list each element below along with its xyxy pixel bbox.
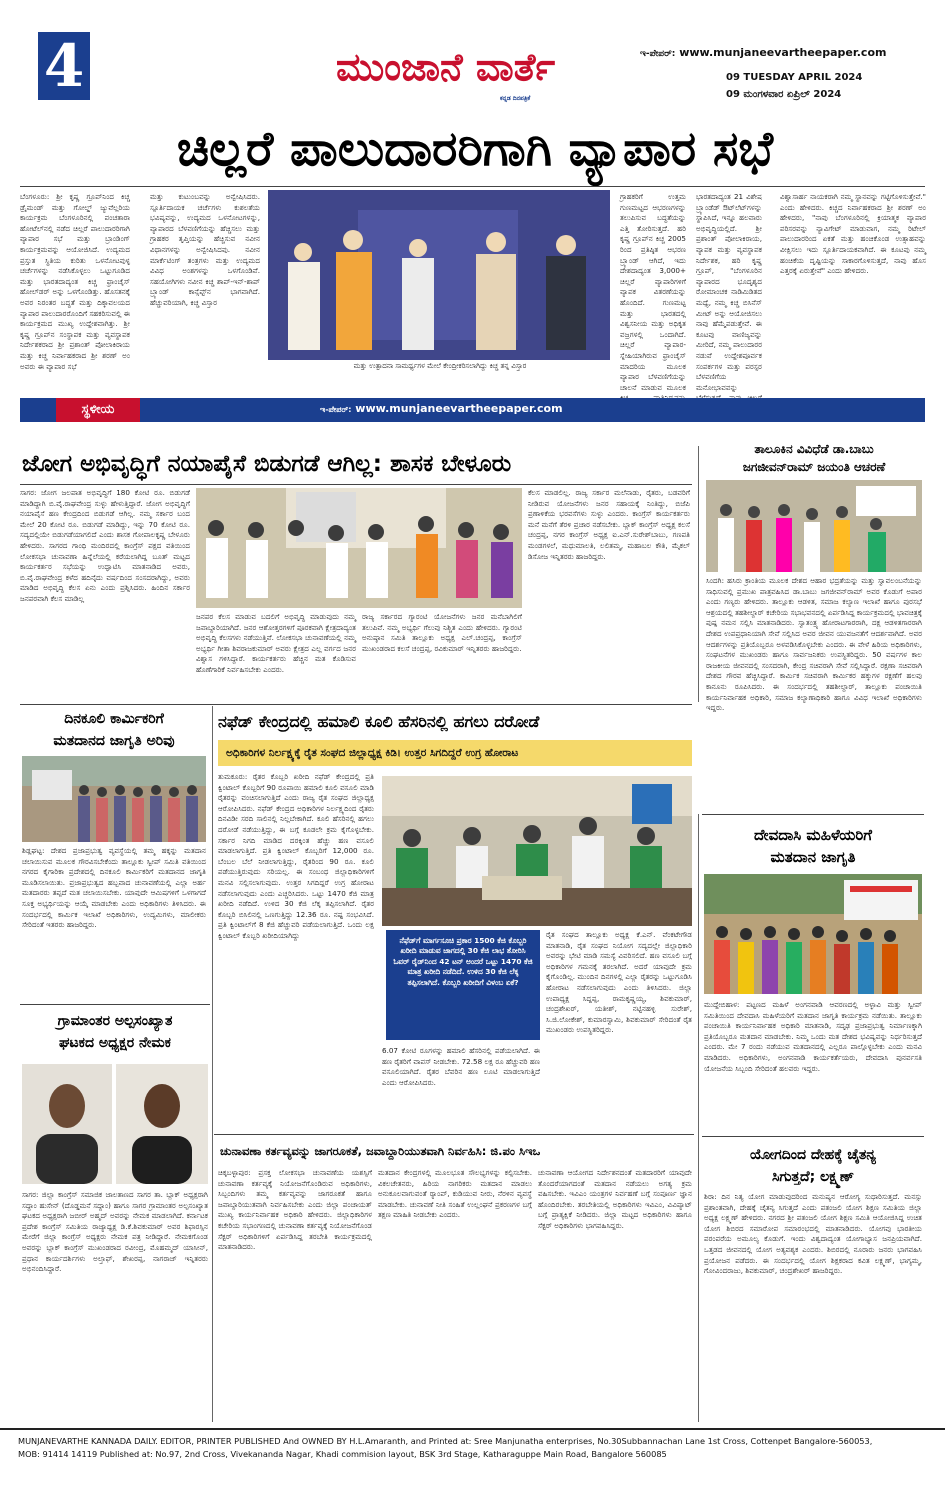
story4-body: ಶಿಡ್ಲಘಟ್ಟ: ದೇಶದ ಪ್ರಜಾಪ್ರಭುತ್ವ ವ್ಯವಸ್ಥೆಯಲ್ಲಿ ತಮ್ಮ ಹಕ್ಕನ್ನು ಮತದಾನ ಚಲಾಯಿಸುವ ಮೂಲಕ ಗೌರವಿಸಬೇಕೆಂದು ತಾಲ್ಲೂಕು ಸ್ವೀಪ್ ಸಮಿತಿ ವತಿಯಿಂದ ನಗರದ ಕೈಗಾರಿಕಾ ಪ್ರದೇಶದಲ್ಲಿ ದಿನಕೂಲಿ ಕಾರ್ಮಿಕರಿಗೆ ಮತದಾನದ ಜಾಗೃತಿ ಮೂಡಿಸಲಾಯಿತು. ಪ್ರಜಾಪ್ರಭುತ್ವದ ಹಬ್ಬವಾದ ಚುನಾವಣೆಯಲ್ಲಿ ಎಲ್ಲಾ ಅರ್ಹ ಮತದಾರರು ತಪ್ಪದೆ ಮತ ಚಲಾಯಿಸಬೇಕು. ಯಾವುದೇ ಆಮಿಷಗಳಿಗೆ ಒಳಗಾಗದೆ ಸೂಕ್ತ ಅಭ್ಯರ್ಥಿಯನ್ನು ಆಯ್ಕೆ ಮಾಡಬೇಕು ಎಂದು ಅಧಿಕಾರಿಗಳು ತಿಳಿಸಿದರು. ಈ ಸಂದರ್ಭದಲ್ಲಿ ಕಾರ್ಮಿಕ ಇಲಾಖೆ ಅಧಿಕಾರಿಗಳು, ಉದ್ಯಮಿಗಳು, ಮಾಲೀಕರು ಸೇರಿದಂತೆ ಇತರರು ಹಾಜರಿದ್ದರು.: [22, 846, 209, 930]
story6-col-2: ರೈತ ಸಂಘದ ತಾಲ್ಲೂಕು ಅಧ್ಯಕ್ಷ ಕೆ.ಎನ್. ವೆಂಕಟೇಗೌಡ ಮಾತನಾಡಿ, ರೈತ ಸಂಘದ ನಿಯೋಗ ಸದ್ಯದಲ್ಲೇ ಜಿಲ್ಲಾಧಿಕಾರಿ ಅವರನ್ನು ಭೇಟಿ ಮಾಡಿ ಸಮಸ್ಯೆ ವಿವರಿಸಲಿದೆ. ಹಣ ವಸೂಲಿ ಬಗ್ಗೆ ಅಧಿಕಾರಿಗಳ ಗಮನಕ್ಕೆ ತರಲಾಗಿದೆ. ಅದರೆ ಯಾವುದೇ ಕ್ರಮ ಕೈಗೊಂಡಿಲ್ಲ. ಮುಂದಿನ ದಿನಗಳಲ್ಲಿ ಎಲ್ಲಾ ರೈತರನ್ನು ಒಟ್ಟುಗೂಡಿಸಿ ಹೋರಾಟ ನಡೆಸಲಾಗುವುದು ಎಂದು ತಿಳಿಸಿದರು. ಜಿಲ್ಲಾ ಉಪಾಧ್ಯಕ್ಷ ಸಿದ್ದಪ್ಪ, ರಾಮಕೃಷ್ಣಯ್ಯ, ಶಿವಕುಮಾರ್, ಚಂದ್ರಶೇಖರ್, ಯತೀಶ್, ನಟ್ಟಿನಹಳ್ಳಿ ಸುರೇಶ್, ಸಿ.ಜಿ.ಲೋಕೇಶ್, ಕುಮಾರಸ್ವಾಮಿ, ಶಿವಕುಮಾರ್ ಸೇರಿದಂತೆ ರೈತ ಮುಖಂಡರು ಉಪಸ್ಥಿತರಿದ್ದರು.: [546, 930, 695, 1035]
story4-photo: [22, 756, 206, 842]
story3-headline-2: ಜಗಜೀವನ್‌ರಾಮ್ ಜಯಂತಿ ಆಚರಣೆ: [742, 460, 886, 474]
lead-col-2: ಮತ್ತು ಕುಟುಂಬವನ್ನು ಅನ್ವೇಷಿಸಿದರು. ಸ್ಪೂರ್ತಿದಾಯಕ ಚರ್ಚೆಗಳು ಕುಶಲತೆಯ ಭವಿಷ್ಯವನ್ನು, ಉದ್ಯಮದ ಒಳನೋಟಗಳನ್ನು, ವ್ಯಾಪಾರದ ಬೆಳವಣಿಗೆಯನ್ನು ಹೆಚ್ಚಿಸಲು ಮತ್ತು ಗ್ರಾಹಕರ ತೃಪ್ತಿಯನ್ನು ಹೆಚ್ಚಿಸುವ ನವೀನ ವಿಧಾನಗಳನ್ನು ಅನ್ವೇಷಿಸಿದವು. ನವೀನ ಮಾರ್ಕೆಟಿಂಗ್ ತಂತ್ರಗಳು ಮತ್ತು ಉದ್ಯಮದ ವಿವಿಧ ಅಂಶಗಳನ್ನು ಒಳಗೊಂಡಿವೆ. ಸಹಯೋಗಿಗಳು ನವೀನ ಕಿಚ್ಚ ಶಾಪ್-ಇನ್-ಶಾಪ್ ಬ್ರ್ಯಾಂಡ್ ಕಾನ್ಸೆಪ್ಟ್‌ನ ಭಾಗವಾಗಿದೆ. ಹೆಚ್ಚುವರಿಯಾಗಿ, ಕಿಚ್ಚ ವಿಸ್ತಾರ: [150, 192, 263, 307]
story2-col-4: ಕೆಲಸ ಮಾಡಲಿಲ್ಲ. ರಾಜ್ಯ ಸರ್ಕಾರ ಮಲೆನಾಡು, ರೈತರು, ಬಡವರಿಗೆ ನೀಡಿರುವ ಯೋಜನೆಗಳು ಜನರ ಸಹಾಯಕ್ಕೆ ನಿಂತಿದ್ದು, ಬಿಜೆಪಿ ಪ್ರಣಾಳಿಕೆಯ ಭರವಸೆಗಳು ಸುಳ್ಳು ಎಂದರು. ಕಾಂಗ್ರೆಸ್ ಕಾರ್ಯಕರ್ತರು ಮನೆ ಮನೆಗೆ ತೆರಳಿ ಪ್ರಚಾರ ನಡೆಸಬೇಕು. ಬ್ಲಾಕ್ ಕಾಂಗ್ರೆಸ್ ಅಧ್ಯಕ್ಷ ಕಲಸೆ ಚಂದ್ರಪ್ಪ, ನಗರ ಕಾಂಗ್ರೆಸ್ ಅಧ್ಯಕ್ಷ ಐ.ಎನ್.ಸುರೇಶ್‌ಬಾಬು, ಗಣಪತಿ ಮಂಡಗಳಲೆ, ಮಧುಮಾಲತಿ, ಲಲಿತಮ್ಮ, ಮಹಾಬಲ ಕೌತಿ, ಮೈಕಲ್ ಡಿಸೋಜ ಇನ್ನಿತರರು ಹಾಜರಿದ್ದರು.: [528, 488, 693, 561]
story5-portrait-2: [116, 1064, 208, 1184]
story7-headline-2: ಮತದಾನ ಜಾಗೃತಿ: [770, 848, 856, 866]
masthead-tagline: ಕನ್ನಡ ದಿನಪತ್ರಿಕೆ: [500, 95, 531, 102]
story9-col-1: ಚಿಕ್ಕಬಳ್ಳಾಪುರ: ಪ್ರಸಕ್ತ ಲೋಕಸಭಾ ಚುನಾವಣೆಯ ಯಶಸ್ಸಿಗೆ ಚುನಾವಣಾ ಕರ್ತವ್ಯಕ್ಕೆ ನಿಯೋಜನೆಗೊಂಡಿರುವ ಅಧಿಕಾರಿಗಳು, ಸಿಬ್ಬಂದಿಗಳು ತಮ್ಮ ಕರ್ತವ್ಯವನ್ನು ಜಾಗರೂಕತೆ ಹಾಗೂ ಜವಾಬ್ದಾರಿಯುತವಾಗಿ ನಿರ್ವಹಿಸಬೇಕು ಎಂದು ಜಿಲ್ಲಾ ಪಂಚಾಯತ್ ಮುಖ್ಯ ಕಾರ್ಯನಿರ್ವಾಹಕ ಅಧಿಕಾರಿ ಹೇಳಿದರು. ಜಿಲ್ಲಾಧಿಕಾರಿಗಳ ಕಚೇರಿಯ ಸಭಾಂಗಣದಲ್ಲಿ ಚುನಾವಣಾ ಕರ್ತವ್ಯಕ್ಕೆ ನಿಯೋಜನೆಗೊಂಡ ಸೆಕ್ಟರ್ ಅಧಿಕಾರಿಗಳಿಗೆ ಏರ್ಪಡಿಸಿದ್ದ ತರಬೇತಿ ಕಾರ್ಯಕ್ರಮದಲ್ಲಿ ಮಾತನಾಡಿದರು.: [218, 1168, 375, 1252]
divider: [20, 186, 925, 187]
story9-col-3: ಚುನಾವಣಾ ಆಯೋಗದ ನಿರ್ದೇಶನದಂತೆ ಮತದಾರರಿಗೆ ಯಾವುದೇ ತೊಂದರೆಯಾಗದಂತೆ ಮತದಾನ ನಡೆಯಲು ಅಗತ್ಯ ಕ್ರಮ ವಹಿಸಬೇಕು. ಇವಿಎಂ ಯಂತ್ರಗಳ ನಿರ್ವಹಣೆ ಬಗ್ಗೆ ಸಂಪೂರ್ಣ ಜ್ಞಾನ ಹೊಂದಿರಬೇಕು. ತರಬೇತಿಯಲ್ಲಿ ಅಧಿಕಾರಿಗಳು ಇವಿಎಂ, ವಿವಿಪ್ಯಾಟ್ ಬಗ್ಗೆ ಪ್ರಾತ್ಯಕ್ಷಿಕೆ ನೀಡಿದರು. ಜಿಲ್ಲಾ ಮಟ್ಟದ ಅಧಿಕಾರಿಗಳು ಹಾಗೂ ಸೆಕ್ಟರ್ ಅಧಿಕಾರಿಗಳು ಭಾಗವಹಿಸಿದ್ದರು.: [538, 1168, 695, 1230]
lead-photo: [268, 190, 610, 360]
story6-callout-text: ನೆಫೆಡ್‌ಗೆ ಮಾರ್ಗಸೂಚಿ ಪ್ರಕಾರ 1500 ಕೆಜಿ ಕೊಬ್ಬರಿ ಖರೀದಿ ಮಾಡುವ ಜಾಗದಲ್ಲಿ 30 ಕೆಜಿ ಲಾಭ ತೋರಿಸಿ ಓವರ್ ರೈಡ್‌ನಿಂದ 42 ಟನ್ ಅಂದರೆ ಒಟ್ಟು 1470 ಕೆಜಿ ಮಾತ್ರ ಖರೀದಿ ನಡೆದಿದೆ. ಉಳಿದ 30 ಕೆಜಿ ಲೆಕ್ಕ ತಪ್ಪಿಸಲಾಗಿದೆ. ಕೊಬ್ಬರಿ ಖರೀದಿಗೆ ವಿಳಂಬ ಏಕೆ?: [393, 936, 533, 987]
story6-kicker-text: ಅಧಿಕಾರಿಗಳ ನಿರ್ಲಕ್ಷ್ಯಕ್ಕೆ ರೈತ ಸಂಘದ ಜಿಲ್ಲಾಧ್ಯಕ್ಷ ಕಿಡಿ। ಉತ್ತರ ಸಿಗದಿದ್ದರೆ ಉಗ್ರ ಹೋರಾಟ: [226, 747, 519, 759]
story4-headline-2: ಮತದಾನದ ಜಾಗೃತಿ ಅರಿವು: [53, 733, 175, 749]
story6-col-3: 6.07 ಕೋಟಿ ರೂಗಳನ್ನು ಹಮಾಲಿ ಹೆಸರಿನಲ್ಲಿ ಪಡೆಯಲಾಗಿದೆ. ಈ ಹಣ ರೈತರಿಗೆ ವಾಪಸ್ ನೀಡಬೇಕು. 72.58 ಲಕ್ಷ ರೂ ಹೆಚ್ಚುವರಿ ಹಣ ವಸೂಲಿಯಾಗಿದೆ. ರೈತರ ಬೆವರಿನ ಹಣ ಲೂಟಿ ಮಾಡಲಾಗುತ್ತಿದೆ ಎಂದು ಆರೋಪಿಸಿದರು.: [382, 1046, 543, 1087]
lead-col-5: ವಿಶ್ವಾಸಾರ್ಹ ನಾಯಕರಾಗಿ ನಮ್ಮ ಸ್ಥಾನವನ್ನು ಗಟ್ಟಿಗೊಳಿಸುತ್ತೇವೆ." ಎಂದು ಹೇಳಿದರು. ಕಿಚ್ಚದ ನಿರ್ವಾಹಕರಾದ ಶ್ರೀ ಶರಣ್ ಅಂ ಹೇಳಿದರು, "ನಾವು ಬೆಂಗಳೂರಿನಲ್ಲಿ ಕ್ರಿಯಾತ್ಮಕ ವ್ಯಾಪಾರ ಪರಿಸರವನ್ನು ನ್ಯಾವಿಗೇಟ್ ಮಾಡುವಾಗ, ನಮ್ಮ ರಿಟೇಲ್ ಪಾಲುದಾರರಿಂದ ಏಕತೆ ಮತ್ತು ಹಂಚಿಕೊಂಡ ಉತ್ಸಾಹವನ್ನು ವೀಕ್ಷಿಸಲು ಇದು ಸ್ಪೂರ್ತಿದಾಯಕವಾಗಿದೆ. ಈ ಕೂಟವು ನಮ್ಮ ಹಂಚಿಕೆಯ ದೃಷ್ಟಿಯನ್ನು ಸಾಕಾರಗೊಳಿಸುತ್ತದೆ, ನಾವು ಹೊಸ ಎತ್ತರಕ್ಕೆ ಏರುತ್ತೇವೆ" ಎಂದು ಹೇಳಿದರು.: [780, 192, 929, 276]
lead-photo-illustration: [268, 190, 610, 360]
divider: [698, 446, 699, 702]
story7-photo-illustration: [704, 874, 922, 994]
lead-col-1: ಬೆಂಗಳೂರು: ಶ್ರೀ ಕೃಷ್ಣ ಗ್ರೂಪ್‌ನಿಂದ ಕಿಚ್ಚ ಡ್ರೈಮಂಡ್ ಮತ್ತು ಗೋಲ್ಡ್ ಜ್ಯುವೆಲ್ಲರಿಯ ಕಾರ್ಯಕ್ರಮ ಬೆಂಗಳೂರಿನಲ್ಲಿ ಪಂಚತಾರಾ ಹೋಟೆಲ್‌ನಲ್ಲಿ ನಡೆದ ಚಿಲ್ಲರೆ ಪಾಲುದಾರರಿಗಾಗಿ ವ್ಯಾಪಾರ ಸಭೆ ಮತ್ತು ಬ್ರಾಂಡಿಂಗ್ ಕಾರ್ಯಕ್ರಮವನ್ನು ಆಯೋಜಿಸಿದೆ. ಉದ್ಯಮದ ಪ್ರಸ್ತುತ ಸ್ಥಿತಿಯ ಕುರಿತು ಒಳನೋಟವುಳ್ಳ ಚರ್ಚೆಗಳನ್ನು ನಡೆಸಿಕೊಳ್ಳಲು ಒಟ್ಟುಗೂಡಿದ ಮತ್ತು ಭಾರತದಾದ್ಯಂತ ಕಿಚ್ಚ ಫ್ರಾಂಚೈಸ್ ಹೋಲ್‌ಡರ್ ಅನ್ನು ಒಳಗೊಂಡಿತ್ತು. ಹೊಸತನಕ್ಕೆ ಅವರ ನಿರಂತರ ಬದ್ಧತೆ ಮತ್ತು ದಿಕ್ಕಾವಲಯದ ವ್ಯಾಪಾರ ಪಾಲುದಾರರೊಂದಿಗೆ ಸಹಕರಿಸುವಲ್ಲಿ ಈ ಕಾರ್ಯಕ್ರಮದ ಮುಖ್ಯ ಉದ್ದೇಶವಾಗಿತ್ತು. ಶ್ರೀ ಕೃಷ್ಣ ಗ್ರೂಪ್‌ನ ಸಂಸ್ಥಾಪಕ ಮತ್ತು ವ್ಯವಸ್ಥಾಪಕ ನಿರ್ದೇಶಕರಾದ ಶ್ರೀ ಪ್ರಶಾಂತ್ ಪೋಲಾಕಿರಾಯ ಮತ್ತು ಕಿಚ್ಚ ನಿರ್ವಾಹಕರಾದ ಶ್ರೀ ಶರಣ್ ಅಂ ಅವರು ಈ ವ್ಯಾಪಾರ ಸಭೆ: [20, 192, 133, 371]
section-tag: ಸ್ಥಳೀಯ: [56, 398, 140, 422]
story4-headline-1: ದಿನಕೂಲಿ ಕಾರ್ಮಿಕರಿಗೆ: [64, 711, 164, 727]
divider: [702, 1136, 924, 1137]
date-english: 09 TUESDAY APRIL 2024: [726, 72, 863, 83]
masthead-title: ಮುಂಜಾನೆ ವಾರ್ತೆ: [336, 45, 556, 89]
story2-col-3: ರಾಜ್ಯ ಸರ್ಕಾರದ ಗ್ಯಾರಂಟಿ ಯೋಜನೆಗಳು ಜನರ ಮನೆಬಾಗಿಲಿಗೆ ತಲುಪಿವೆ. ನಮ್ಮ ಅಭ್ಯರ್ಥಿ ಗೆಲುವು ನಿಶ್ಚಿತ ಎಂದು ಹೇಳಿದರು. ಗ್ಯಾರಂಟಿ ಅನುಷ್ಠಾನ ಸಮಿತಿ ತಾಲ್ಲೂಕು ಅಧ್ಯಕ್ಷ ಎಲ್.ಚಂದ್ರಪ್ಪ, ಕಾಂಗ್ರೆಸ್ ಮುಖಂಡರಾದ ಕಲಸೆ ಚಂದ್ರಪ್ಪ, ರವಿಕುಮಾರ್ ಇನ್ನಿತರರು ಹಾಜರಿದ್ದರು.: [362, 612, 525, 653]
story6-callout: [386, 930, 540, 1040]
portrait-2-illustration: [116, 1064, 208, 1184]
epaper-strip: [20, 398, 925, 422]
story8-headline-1: ಯೋಗದಿಂದ ದೇಹಕ್ಕೆ ಚೈತನ್ಯ: [749, 1147, 877, 1163]
epaper-label: ಇ-ಪೇಪರ್:: [640, 49, 676, 59]
divider: [0, 1428, 945, 1430]
story3-body: ಸಿಂದಗಿ: ಹಸಿರು ಕ್ರಾಂತಿಯ ಮೂಲಕ ದೇಶದ ಆಹಾರ ಭದ್ರತೆಯನ್ನು ಮತ್ತು ಸ್ವಾವಲಂಬನೆಯನ್ನು ಸಾಧಿಸುವಲ್ಲಿ ಪ್ರಮುಖ ಪಾತ್ರವಹಿಸಿದ ಡಾ.ಬಾಬು ಜಗಜೀವನ್‌ರಾಮ್ ಅವರ ಕೊಡುಗೆ ಅಪಾರ ಎಂದು ಗಣ್ಯರು ಹೇಳಿದರು. ತಾಲ್ಲೂಕು ಆಡಳಿತ, ಸಮಾಜ ಕಲ್ಯಾಣ ಇಲಾಖೆ ಹಾಗೂ ಪುರಸಭೆ ಆಶ್ರಯದಲ್ಲಿ ತಹಶೀಲ್ದಾರ್ ಕಚೇರಿಯ ಸಭಾಭವನದಲ್ಲಿ ಏರ್ಪಡಿಸಿದ್ದ ಕಾರ್ಯಕ್ರಮದಲ್ಲಿ ಭಾವಚಿತ್ರಕ್ಕೆ ಪುಷ್ಪ ನಮನ ಸಲ್ಲಿಸಿ ಮಾತನಾಡಿದರು. ಸ್ವಾತಂತ್ರ್ಯ ಹೋರಾಟಗಾರರಾಗಿ, ದಕ್ಷ ಆಡಳಿತಗಾರರಾಗಿ ದೇಶದ ಉಪಪ್ರಧಾನಿಯಾಗಿ ಸೇವೆ ಸಲ್ಲಿಸಿದ ಅವರ ಜೀವನ ಯುವಜನತೆಗೆ ಆದರ್ಶವಾಗಿದೆ. ಅವರ ಆದರ್ಶಗಳನ್ನು ಪ್ರತಿಯೊಬ್ಬರೂ ಅಳವಡಿಸಿಕೊಳ್ಳಬೇಕು ಎಂದರು. ಈ ವೇಳೆ ಹಿರಿಯ ಅಧಿಕಾರಿಗಳು, ಸಂಘಟನೆಗಳ ಮುಖಂಡರು ಹಾಗೂ ಸಾರ್ವಜನಿಕರು ಉಪಸ್ಥಿತರಿದ್ದರು. 50 ವರ್ಷಗಳ ಕಾಲ ರಾಜಕೀಯ ಜೀವನದಲ್ಲಿ ಸಂಸದರಾಗಿ, ಕೇಂದ್ರ ಸಚಿವರಾಗಿ ಸೇವೆ ಸಲ್ಲಿಸಿದ್ದಾರೆ. ರಕ್ಷಣಾ ಸಚಿವರಾಗಿ ದೇಶದ ಗೌರವ ಹೆಚ್ಚಿಸಿದ್ದಾರೆ. ಕಾರ್ಮಿಕ ಸಚಿವರಾಗಿ ಕಾರ್ಮಿಕರ ಹಕ್ಕುಗಳ ರಕ್ಷಣೆಗೆ ಹಲವು ಕಾನೂನು ರೂಪಿಸಿದರು. ಈ ಸಂದರ್ಭದಲ್ಲಿ ತಹಶೀಲ್ದಾರ್, ತಾಲ್ಲೂಕು ಪಂಚಾಯಿತಿ ಕಾರ್ಯನಿರ್ವಾಹಕ ಅಧಿಕಾರಿ, ಸಮಾಜ ಕಲ್ಯಾಣಾಧಿಕಾರಿ ಹಾಗೂ ವಿವಿಧ ಇಲಾಖೆ ಅಧಿಕಾರಿಗಳು ಇದ್ದರು.: [706, 576, 925, 713]
story6-photo-illustration: [382, 776, 692, 926]
epaper-url[interactable]: www.munjaneevartheepaper.com: [679, 46, 887, 59]
story7-headline-1: ದೇವದಾಸಿ ಮಹಿಳೆಯರಿಗೆ: [754, 826, 872, 844]
imprint-line-2: MOB: 91414 14119 Published at: No.97, 2nd Cross, Vivekananda Nagar, Khadi commision layout, BSK 3rd Stage, Katharaguppe Main Road, Bangalore 560085: [18, 1449, 667, 1459]
divider: [20, 1004, 210, 1005]
divider: [212, 706, 213, 1422]
story2-col-1: ಸಾಗರ: ಜೋಗ ಜಲಪಾತ ಅಭಿವೃದ್ಧಿಗೆ 180 ಕೋಟಿ ರೂ. ಬಿಡುಗಡೆ ಮಾಡಿದ್ದಾಗಿ ಬಿ.ವೈ.ರಾಘವೇಂದ್ರ ಸುಳ್ಳು ಹೇಳುತ್ತಿದ್ದಾರೆ. ಜೋಗ ಅಭಿವೃದ್ಧಿಗೆ ನಯಾಪೈಸೆ ಹಣ ಕೇಂದ್ರದಿಂದ ಬಿಡುಗಡೆ ಆಗಿಲ್ಲ. ನಮ್ಮ ಸರ್ಕಾರ ಬಂದ ಮೇಲೆ 20 ಕೋಟಿ ರೂ. ಬಿಡುಗಡೆ ಮಾಡಿದ್ದು, ಇನ್ನು 70 ಕೋಟಿ ರೂ. ಸದ್ಯದಲ್ಲಿಯೇ ಬಿಡುಗಡೆಯಾಗಲಿದೆ ಎಂದು ಶಾಸಕ ಗೋಪಾಲಕೃಷ್ಣ ಬೇಳೂರು ಹೇಳಿದರು. ಸಾಗರದ ಗಾಂಧಿ ಮಂದಿರದಲ್ಲಿ ಕಾಂಗ್ರೆಸ್ ಪಕ್ಷದ ವತಿಯಿಂದ ಲೋಕಸಭಾ ಚುನಾವಣಾ ಹಿನ್ನೆಲೆಯಲ್ಲಿ ಕರೆಯಲಾಗಿದ್ದ ಬೂತ್ ಮಟ್ಟದ ಕಾರ್ಯಕರ್ತರ ಸಭೆಯನ್ನು ಉದ್ಘಾಟಿಸಿ ಮಾತನಾಡಿದ ಅವರು, ಬಿ.ವೈ.ರಾಘವೇಂದ್ರ ಕಳೆದ ಹದಿನೈದು ವರ್ಷದಿಂದ ಸಂಸದರಾಗಿದ್ದು, ಅವರು ಮಾಡಿದ ಅಭಿವೃದ್ಧಿ ಕೆಲಸ ಏನು ಎಂದು ಪ್ರಶ್ನಿಸಿದರು. ಹಿಂದಿನ ಸರ್ಕಾರ ಜನಪರವಾಗಿ ಕೆಲಸ ಮಾಡಿಲ್ಲ: [20, 488, 193, 603]
date-kannada: 09 ಮಂಗಳವಾರ ಏಪ್ರಿಲ್ 2024: [726, 89, 842, 100]
divider: [214, 1134, 694, 1135]
story2-headline: ಜೋಗ ಅಭಿವೃದ್ಧಿಗೆ ನಯಾಪೈಸೆ ಬಿಡುಗಡೆ ಆಗಿಲ್ಲ: ಶಾಸಕ ಬೇಳೂರು: [22, 451, 512, 477]
strip-epaper-label: ಇ-ಪೇಪರ್:: [320, 405, 352, 414]
portrait-1-illustration: [22, 1064, 112, 1184]
story2-col-2: ಜನಪರ ಕೆಲಸ ಮಾಡುವ ಬದಲಿಗೆ ಅಭಿವೃದ್ಧಿ ಮಾಡುವುದು ನಮ್ಮ ಜವಾಬ್ದಾರಿಯಾಗಿದೆ. ಜನರ ಆಶೋತ್ತರಗಳಿಗೆ ಪೂರಕವಾಗಿ ಕ್ಷೇತ್ರದಾದ್ಯಂತ ಅಭಿವೃದ್ಧಿ ಕೆಲಸಗಳು ನಡೆಯುತ್ತಿವೆ. ಲೋಕಸಭಾ ಚುನಾವಣೆಯಲ್ಲಿ ನಮ್ಮ ಅಭ್ಯರ್ಥಿ ಗೀತಾ ಶಿವರಾಜಕುಮಾರ್ ಅವರು ಕ್ಷೇತ್ರದ ಎಲ್ಲ ವರ್ಗದ ಜನರ ವಿಶ್ವಾಸ ಗಳಿಸಿದ್ದಾರೆ. ಕಾರ್ಯಕರ್ತರು ಹೆಚ್ಚಿನ ಮತ ಕೊಡಿಸುವ ಹೊಣೆಗಾರಿಕೆ ನಿರ್ವಹಿಸಬೇಕು ಎಂದರು.: [196, 612, 359, 674]
divider: [20, 704, 692, 705]
story6-photo: [382, 776, 692, 926]
masthead: [0, 0, 945, 112]
epaper-header: [640, 46, 940, 59]
story5-portrait-1: [22, 1064, 112, 1184]
story8-headline-2: ಸಿಗುತ್ತದೆ; ಲಕ್ಷ್ಮಣ್: [771, 1169, 855, 1185]
lead-col-4: ಭಾರತದಾದ್ಯಂತ 21 ವಿಶೇಷ ಬ್ರ್ಯಾಂಡೆಡ್ ಔಟ್‌ಲೆಟ್‌ಗಳನ್ನು ಸ್ಥಾಪಿಸಿದೆ, ಇನ್ನೂ ಹಲವಾರು ಅಭಿವೃದ್ಧಿಯಲ್ಲಿದೆ. ಶ್ರೀ ಪ್ರಶಾಂತ್ ಪೋಲಾಕಿರಾಯ, ವ್ಯಾಪಕ ಮತ್ತು ವ್ಯವಸ್ಥಾಪಕ ನಿರ್ದೇಶಕ, ಹರಿ ಕೃಷ್ಣ ಗ್ರೂಪ್, "ಬೆಂಗಳೂರಿನ ವ್ಯಾಪಾರದ ಭೂದೃಶ್ಯದ ರೋಮಾಂಚಕ ನಾಡಿಮಿಡಿತದ ಮಧ್ಯೆ, ನಮ್ಮ ಕಿಚ್ಚ ಬಿಸಿನೆಸ್ ಮೀಟ್ ಅನ್ನು ಆಯೋಜಿಸಲು ನಾವು ಹೆಮ್ಮೆಪಡುತ್ತೇವೆ. ಈ ಕೂಟವು ವಾಣಿಜ್ಯವನ್ನು ಮೀರಿದೆ, ನಮ್ಮ ಪಾಲುದಾರರ ನಡುವೆ ಉದ್ದೇಶಪೂರ್ವಕ ಸಂಪರ್ಕಗಳ ಮತ್ತು ಪರಸ್ಪರ ಬೆಳವಣಿಗೆಯ ಮನೋಭಾವವನ್ನು: [696, 192, 762, 392]
page-number-badge: [38, 32, 90, 100]
story7-body: ಮುದ್ದೇಬಿಹಾಳ: ಪಟ್ಟಣದ ಮಹಿಳೆ ಅಂಗನವಾಡಿ ಆವರಣದಲ್ಲಿ ಅಳ್ಳಾವಿ ಮತ್ತು ಸ್ವೀಪ್ ಸಮಿತಿಯಿಂದ ದೇವದಾಸಿ ಮಹಿಳೆಯರಿಗೆ ಮತದಾನ ಜಾಗೃತಿ ಕಾರ್ಯಕ್ರಮ ನಡೆಯಿತು. ತಾಲ್ಲೂಕು ಪಂಚಾಯಿತಿ ಕಾರ್ಯನಿರ್ವಾಹಕ ಅಧಿಕಾರಿ ಮಾತನಾಡಿ, ಸದೃಢ ಪ್ರಜಾಪ್ರಭುತ್ವ ನಿರ್ಮಾಣಕ್ಕಾಗಿ ಪ್ರತಿಯೊಬ್ಬರೂ ಮತದಾನ ಮಾಡಬೇಕು. ನಿಮ್ಮ ಒಂದು ಮತ ದೇಶದ ಭವಿಷ್ಯವನ್ನು ನಿರ್ಧರಿಸುತ್ತದೆ ಎಂದರು. ಮೇ 7 ರಂದು ನಡೆಯುವ ಮತದಾನದಲ್ಲಿ ಎಲ್ಲರೂ ಪಾಲ್ಗೊಳ್ಳಬೇಕು ಎಂದು ಮನವಿ ಮಾಡಿದರು. ಅಧಿಕಾರಿಗಳು, ಅಂಗನವಾಡಿ ಕಾರ್ಯಕರ್ತೆಯರು, ದೇವದಾಸಿ ಪುನರ್ವಸತಿ ಯೋಜನೆಯ ಸಿಬ್ಬಂದಿ ಸೇರಿದಂತೆ ಹಲವರು ಇದ್ದರು.: [704, 1000, 925, 1073]
story3-photo-illustration: [706, 480, 922, 572]
strip-epaper: [320, 402, 563, 415]
story3-photo: [706, 480, 922, 572]
story4-photo-illustration: [22, 756, 206, 842]
divider: [698, 814, 699, 1422]
story6-kicker: [218, 740, 692, 766]
story2-photo-illustration: [196, 488, 522, 608]
story2-photo: [196, 488, 522, 608]
lead-photo-caption: ಮತ್ತು ಉತ್ಪಾದನಾ ಸಾಮರ್ಥ್ಯಗಳ ಮೇಲೆ ಕೇಂದ್ರೀಕರಿಸಲಾಗಿದ್ದು ಕಿಚ್ಚ ತನ್ನ ವಿಸ್ತಾರ: [353, 362, 527, 370]
lead-headline: ಚಿಲ್ಲರೆ ಪಾಲುದಾರರಿಗಾಗಿ ವ್ಯಾಪಾರ ಸಭೆ: [176, 121, 774, 177]
story5-headline-2: ಘಟಕದ ಅಧ್ಯಕ್ಷರ ನೇಮಕ: [59, 1035, 171, 1051]
lead-col-3: ಗ್ರಾಹಕರಿಗೆ ಉತ್ತಮ ಗುಣಮಟ್ಟದ ಆಭರಣಗಳನ್ನು ತಲುಪಿಸುವ ಬದ್ಧತೆಯನ್ನು ಎತ್ತಿ ತೋರಿಸುತ್ತದೆ. ಹರಿ ಕೃಷ್ಣ ಗ್ರೂಪ್‌ನ ಕಿಚ್ಚ 2005 ರಿಂದ ಪ್ರತಿಷ್ಠಿತ ಆಭರಣ ಬ್ರ್ಯಾಂಡ್ ಆಗಿದೆ, ಇದು ದೇಶದಾದ್ಯಂತ 3,000+ ಚಿಲ್ಲರೆ ವ್ಯಾಪಾರಿಗಳಿಗೆ ವ್ಯಾಪಕ ವಿತರಣೆಯನ್ನು ಹೊಂದಿದೆ. ಗುಣಮಟ್ಟ ಮತ್ತು ಭಾರತದಲ್ಲಿ ವಿಶ್ವಸನೀಯ ಮತ್ತು ಅಧಿಕೃತ ವಜ್ರಗಳಲ್ಲಿ ಒಂದಾಗಿದೆ. ಚಿಲ್ಲರೆ ವ್ಯಾಪಾರ-ಸ್ನೇಹಿಯಾಗಿರುವ ಫ್ರಾಂಚೈಸ್ ಮಾದರಿಯ ಮೂಲಕ ವ್ಯಾಪಾರ ಬೆಳವಣಿಗೆಯನ್ನು ಚಾಲನೆ ಮಾಡುವ ಮೂಲಕ: [620, 192, 686, 392]
page-number: 4: [43, 32, 85, 100]
story9-col-2: ಮತದಾನ ಕೇಂದ್ರಗಳಲ್ಲಿ ಮೂಲಭೂತ ಸೌಲಭ್ಯಗಳನ್ನು ಕಲ್ಪಿಸಬೇಕು. ವಿಕಲಚೇತನರು, ಹಿರಿಯ ನಾಗರಿಕರು ಮತದಾನ ಮಾಡಲು ಅನುಕೂಲವಾಗುವಂತೆ ರ್‍ಯಾಂಪ್, ಕುಡಿಯುವ ನೀರು, ನೆರಳಿನ ವ್ಯವಸ್ಥೆ ಮಾಡಬೇಕು. ಚುನಾವಣೆ ನೀತಿ ಸಂಹಿತೆ ಉಲ್ಲಂಘನೆ ಪ್ರಕರಣಗಳ ಬಗ್ಗೆ ತಕ್ಷಣ ಮಾಹಿತಿ ನೀಡಬೇಕು ಎಂದರು.: [378, 1168, 535, 1220]
story7-photo: [704, 874, 922, 994]
strip-epaper-url[interactable]: www.munjaneevartheepaper.com: [355, 402, 563, 415]
story5-headline-1: ಗ್ರಾಮಾಂತರ ಅಲ್ಪಸಂಖ್ಯಾತ: [57, 1013, 173, 1029]
story6-col-1: ತುಮಕೂರು: ರೈತರ ಕೊಬ್ಬರಿ ಖರೀದಿ ನಫೆಡ್ ಕೇಂದ್ರದಲ್ಲಿ ಪ್ರತಿ ಕ್ವಿಂಟಾಲ್ ಕೊಬ್ಬರಿಗೆ 90 ರೂಪಾಯಿ ಹಮಾಲಿ ಕೂಲಿ ವಸೂಲಿ ಮಾಡಿ ರೈತರನ್ನು ವಂಚಿಸಲಾಗುತ್ತಿದೆ ಎಂದು ರಾಜ್ಯ ರೈತ ಸಂಘದ ಜಿಲ್ಲಾಧ್ಯಕ್ಷ ಆರೋಪಿಸಿದರು. ನಫೆಡ್ ಕೇಂದ್ರದ ಅಧಿಕಾರಿಗಳ ನಿರ್ಲಕ್ಷ್ಯದಿಂದ ರೈತರು ದಿನವಿಡೀ ಸರದಿ ಸಾಲಿನಲ್ಲಿ ನಿಲ್ಲಬೇಕಾಗಿದೆ. ಕೂಲಿ ಹೆಸರಿನಲ್ಲಿ ಹಗಲು ದರೋಡೆ ನಡೆಯುತ್ತಿದ್ದು, ಈ ಬಗ್ಗೆ ಕೂಡಲೇ ಕ್ರಮ ಕೈಗೊಳ್ಳಬೇಕು. ಸರ್ಕಾರ ನಿಗದಿ ಮಾಡಿದ ದರಕ್ಕಿಂತ ಹೆಚ್ಚು ಹಣ ವಸೂಲಿ ಮಾಡಲಾಗುತ್ತಿದೆ. ಪ್ರತಿ ಕ್ವಿಂಟಾಲ್ ಕೊಬ್ಬರಿಗೆ 12,000 ರೂ. ಬೆಂಬಲ ಬೆಲೆ ನೀಡಲಾಗುತ್ತಿದ್ದು, ರೈತರಿಂದ 90 ರೂ. ಕೂಲಿ ಪಡೆಯುತ್ತಿರುವುದು ಸರಿಯಲ್ಲ. ಈ ಸಂಬಂಧ ಜಿಲ್ಲಾಧಿಕಾರಿಗಳಿಗೆ ಮನವಿ ಸಲ್ಲಿಸಲಾಗುವುದು. ಉತ್ತರ ಸಿಗದಿದ್ದರೆ ಉಗ್ರ ಹೋರಾಟ ನಡೆಸಲಾಗುವುದು ಎಂದು ಎಚ್ಚರಿಸಿದರು. ಒಟ್ಟು 1470 ಕೆಜಿ ಮಾತ್ರ ಖರೀದಿ ನಡೆದಿದೆ. ಉಳಿದ 30 ಕೆಜಿ ಲೆಕ್ಕ ತಪ್ಪಿಸಲಾಗಿದೆ. ರೈತರ ಕೊಬ್ಬರಿ ಬಿಸಿಲಿನಲ್ಲಿ ಒಣಗುತ್ತಿದ್ದು 12.36 ರೂ. ನಷ್ಟ ಸಂಭವಿಸಿದೆ. ಪ್ರತಿ ಕ್ವಿಂಟಾಲ್‌ಗೆ 8 ಕೆಜಿ ಹೆಚ್ಚುವರಿ ಪಡೆಯಲಾಗುತ್ತಿದೆ. ಒಂದು ಲಕ್ಷ ಕ್ವಿಂಟಾಲ್ ಕೊಬ್ಬರಿ ಖರೀದಿಯಾಗಿದ್ದು: [218, 772, 377, 940]
story9-headline: ಚುನಾವಣಾ ಕರ್ತವ್ಯವನ್ನು ಜಾಗರೂಕತೆ, ಜವಾಬ್ದಾರಿಯುತವಾಗಿ ನಿರ್ವಹಿಸಿ: ಜಿ.ಪಂ ಸಿಇಒ: [220, 1144, 541, 1158]
story5-body: ಸಾಗರ: ಜಿಲ್ಲಾ ಕಾಂಗ್ರೆಸ್ ಸಮಾಜಿಕ ಜಾಲತಾಣದ ಸಾಗರ ತಾ. ಬ್ಲಾಕ್ ಅಧ್ಯಕ್ಷರಾಗಿ ಸದ್ದಾಂ ಹುಸೇನ್ (ದೊಡ್ಡಮನೆ ಸದ್ದಾಂ) ಹಾಗೂ ಸಾಗರ ಗ್ರಾಮಾಂತರ ಅಲ್ಪಸಂಖ್ಯಾತ ಘಟಕದ ಅಧ್ಯಕ್ಷರಾಗಿ ಜಬೀರ್ ಅಹ್ಮದ್ ಅವರನ್ನು ನೇಮಕ ಮಾಡಲಾಗಿದೆ. ಕರ್ನಾಟಕ ಪ್ರದೇಶ ಕಾಂಗ್ರೆಸ್ ಸಮಿತಿಯ ರಾಜ್ಯಾಧ್ಯಕ್ಷ ಡಿ.ಕೆ.ಶಿವಕುಮಾರ್ ಅವರ ಶಿಫಾರಸ್ಸಿನ ಮೇರೆಗೆ ಜಿಲ್ಲಾ ಕಾಂಗ್ರೆಸ್ ಅಧ್ಯಕ್ಷರು ನೇಮಕ ಪತ್ರ ನೀಡಿದ್ದಾರೆ. ನೇಮಕಗೊಂಡ ಅವರನ್ನು ಬ್ಲಾಕ್ ಕಾಂಗ್ರೆಸ್ ಮುಖಂಡರಾದ ರವೀಂದ್ರ, ಮೊಹಮ್ಮದ್ ಯಾಸೀನ್, ಪ್ರಧಾನ ಕಾರ್ಯದರ್ಶಿಗಳು ಅಲ್ತಾಫ್, ಶೇಖರಪ್ಪ, ನಾಗರಾಜ್ ಇನ್ನಿತರರು ಅಭಿನಂದಿಸಿದ್ದಾರೆ.: [22, 1190, 211, 1274]
story3-headline-1: ತಾಲೂಕಿನ ವಿವಿಧೆಡೆ ಡಾ.ಬಾಬು: [754, 442, 874, 456]
story6-headline: ನಫೆಡ್ ಕೇಂದ್ರದಲ್ಲಿ ಹಮಾಲಿ ಕೂಲಿ ಹೆಸರಿನಲ್ಲಿ ಹಗಲು ದರೋಡೆ: [218, 712, 540, 731]
imprint-line-1: MUNJANEVARTHE KANNADA DAILY. EDITOR, PRINTER PUBLISHED And OWNED BY H.L.Amaranth, and Printed at: Sree Manjunatha enterprises, No.30Subbannachan Lane 1st Cross, Cottenpet Bangalore-560053,: [18, 1436, 873, 1446]
divider: [20, 484, 692, 485]
story8-body: ಶಿರಾ: ದಿನ ನಿತ್ಯ ಯೋಗ ಮಾಡುವುದರಿಂದ ಮನುಷ್ಯನ ಆರೋಗ್ಯ ಸುಧಾರಿಸುತ್ತದೆ. ಮನಸ್ಸು ಪ್ರಶಾಂತವಾಗಿ, ದೇಹಕ್ಕೆ ಚೈತನ್ಯ ಸಿಗುತ್ತದೆ ಎಂದು ಪತಂಜಲಿ ಯೋಗ ಶಿಕ್ಷಣ ಸಮಿತಿಯ ಜಿಲ್ಲಾ ಅಧ್ಯಕ್ಷ ಲಕ್ಷ್ಮಣ್ ಹೇಳಿದರು. ನಗರದ ಶ್ರೀ ಪತಂಜಲಿ ಯೋಗ ಶಿಕ್ಷಣ ಸಮಿತಿ ಆಯೋಜಿಸಿದ್ದ ಉಚಿತ ಯೋಗ ಶಿಬಿರದ ಸಮಾರೋಪ ಸಮಾರಂಭದಲ್ಲಿ ಮಾತನಾಡಿದರು. ಯೋಗವು ಭಾರತೀಯ ಪರಂಪರೆಯ ಅಮೂಲ್ಯ ಕೊಡುಗೆ. ಇಂದು ವಿಶ್ವದಾದ್ಯಂತ ಯೋಗಾಭ್ಯಾಸ ಜನಪ್ರಿಯವಾಗಿದೆ. ಒತ್ತಡದ ಜೀವನದಲ್ಲಿ ಯೋಗ ಅತ್ಯವಶ್ಯಕ ಎಂದರು. ಶಿಬಿರದಲ್ಲಿ ನೂರಾರು ಜನರು ಭಾಗವಹಿಸಿ ಪ್ರಯೋಜನ ಪಡೆದರು. ಈ ಸಂದರ್ಭದಲ್ಲಿ ಯೋಗ ಶಿಕ್ಷಕರಾದ ಕವಿತ ಲಕ್ಷ್ಮಣ್, ಭಾಗ್ಯಮ್ಮ, ಗೋವಿಂದರಾಜು, ಶಿವಕುಮಾರ್, ಚಂದ್ರಶೇಖರ್ ಹಾಜರಿದ್ದರು.: [704, 1192, 925, 1276]
divider: [702, 814, 924, 815]
